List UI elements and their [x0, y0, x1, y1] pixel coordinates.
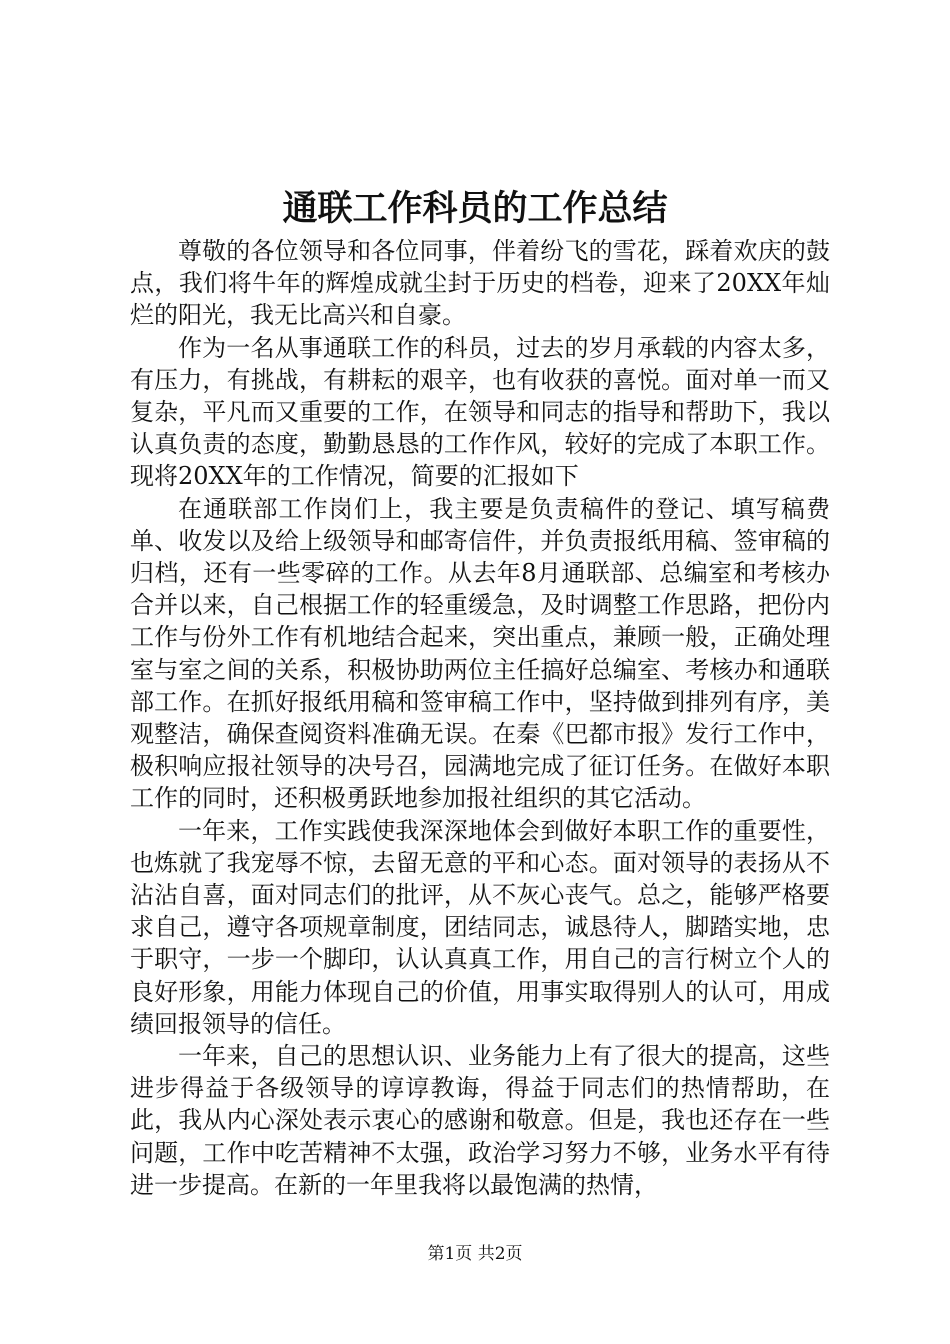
document-title: 通联工作科员的工作总结	[282, 189, 668, 229]
page-number-footer: 第1页 共2页	[427, 1244, 523, 1264]
paragraph: 一年来，工作实践使我深深地体会到做好本职工作的重要性，也炼就了我宠辱不惊，去留无意的平和心态。面对领导的表扬从不沾沾自喜，面对同志们的批评，从不灰心丧气。总之，能够严格要求自己，遵守各项规章制度，团结同志，诚恳待人，脚踏实地，忠于职守，一步一个脚印，认认真真工作，用自己的言行树立个人的良好形象，用能力体现自己的价值，用事实取得别人的认可，用成绩回报领导的信任。	[130, 816, 830, 1038]
paragraph: 在通联部工作岗们上，我主要是负责稿件的登记、填写稿费单、收发以及给上级领导和邮寄信件，并负责报纸用稿、签审稿的归档，还有一些零碎的工作。从去年8月通联部、总编室和考核办合并以来，自己根据工作的轻重缓急，及时调整工作思路，把份内工作与份外工作有机地结合起来，突出重点，兼顾一般，正确处理室与室之间的关系，积极协助两位主任搞好总编室、考核办和通联部工作。在抓好报纸用稿和签审稿工作中，坚持做到排列有序，美观整洁，确保查阅资料准确无误。在秦《巴都市报》发行工作中，极积响应报社领导的决号召，园满地完成了征订任务。在做好本职工作的同时，还积极勇跃地参加报社组织的其它活动。	[130, 494, 830, 813]
paragraph: 尊敬的各位领导和各位同事，伴着纷飞的雪花，踩着欢庆的鼓点，我们将牛年的辉煌成就尘封于历史的档卷，迎来了20XX年灿烂的阳光，我无比高兴和自豪。	[130, 237, 830, 330]
paragraph: 一年来，自己的思想认识、业务能力上有了很大的提高，这些进步得益于各级领导的谆谆教诲，得益于同志们的热情帮助，在此，我从内心深处表示衷心的感谢和敬意。但是，我也还存在一些问题，工作中吃苦精神不太强，政治学习努力不够，业务水平有待进一步提高。在新的一年里我将以最饱满的热情，	[130, 1042, 830, 1199]
document-body	[130, 235, 830, 1201]
paragraph: 作为一名从事通联工作的科员，过去的岁月承载的内容太多，有压力，有挑战，有耕耘的艰辛，也有收获的喜悦。面对单一而又复杂，平凡而又重要的工作，在领导和同志的指导和帮助下，我以认真负责的态度，勤勤恳恳的工作作风，较好的完成了本职工作。现将20XX年的工作情况，简要的汇报如下	[130, 333, 830, 491]
